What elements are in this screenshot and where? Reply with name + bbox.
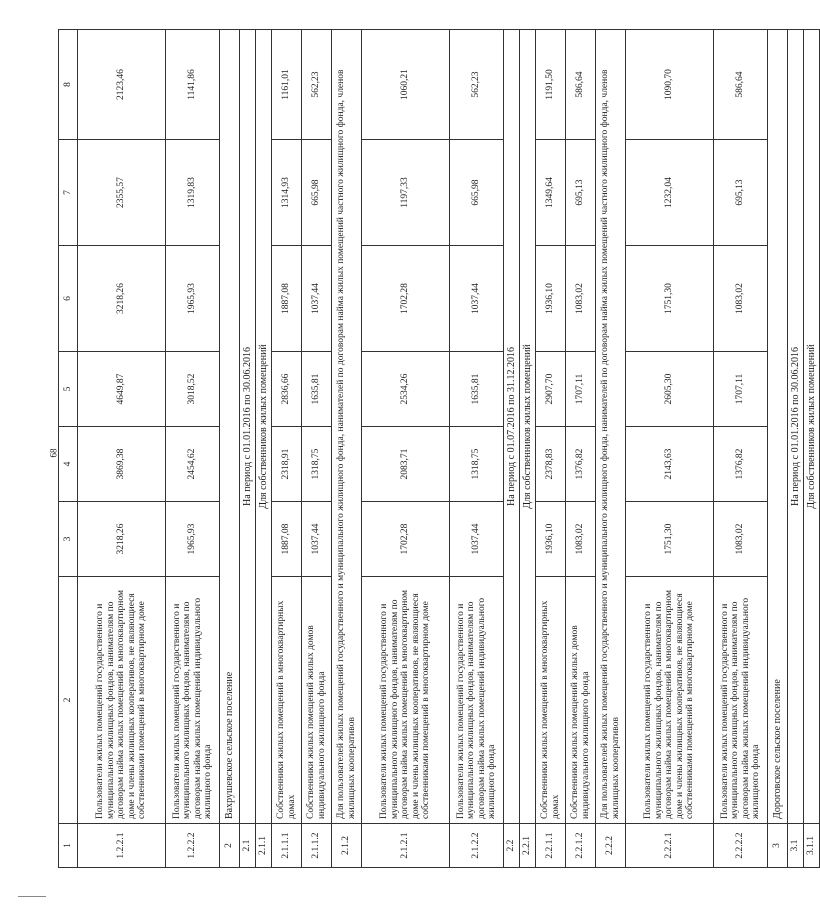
row-value: 2143,63 — [626, 427, 714, 502]
row-code: 2.2.1.2 — [566, 824, 596, 868]
row-value: 1702,28 — [362, 246, 450, 352]
row-value: 1965,93 — [166, 502, 220, 577]
row-value: 2907,70 — [536, 352, 566, 427]
table-row — [362, 30, 450, 868]
row-value: 1936,10 — [536, 502, 566, 577]
header-cell: 8 — [59, 30, 78, 140]
table-row — [256, 30, 272, 868]
row-code: 2.2.2.2 — [714, 824, 768, 868]
section-caption — [520, 30, 536, 824]
row-value: 1083,02 — [714, 246, 768, 352]
row-value: 1349,64 — [536, 140, 566, 246]
row-value: 1232,04 — [626, 140, 714, 246]
table-row — [332, 30, 362, 868]
row-code: 2.1.1 — [256, 824, 272, 868]
table-row — [596, 30, 626, 868]
row-value: 586,64 — [566, 30, 596, 140]
row-value: 1083,02 — [566, 246, 596, 352]
row-name: Собственники жилых помещений в многоквартирных домах — [272, 577, 302, 824]
row-value: 2605,30 — [626, 352, 714, 427]
section-caption — [256, 30, 272, 824]
row-value: 1751,30 — [626, 502, 714, 577]
rotated-page — [58, 30, 817, 868]
row-name: Пользователи жилых помещений государственного и муниципального жилищных фондов, нанимателям по договорам найма жилых помещений индивидуального жилищного фонда — [714, 577, 768, 824]
row-code: 3 — [768, 824, 788, 868]
row-value: 1376,82 — [714, 427, 768, 502]
row-code: 2.1.2.1 — [362, 824, 450, 868]
row-value: 1707,11 — [566, 352, 596, 427]
row-value: 1965,93 — [166, 246, 220, 352]
table-row — [626, 30, 714, 868]
row-value: 3018,52 — [166, 352, 220, 427]
row-value: 1318,75 — [450, 427, 504, 502]
row-code: 2.1.2.2 — [450, 824, 504, 868]
row-code: 3.1.1 — [804, 824, 820, 868]
row-value: 2355,57 — [78, 140, 166, 246]
table-row — [504, 30, 520, 868]
row-code: 3.1 — [788, 824, 804, 868]
row-value: 2318,91 — [272, 427, 302, 502]
row-name: Пользователи жилых помещений государственного и муниципального жилищного фондов, нанимателям по договорам найма жилых помещений в многоквартирном доме и члены жилищных кооперативов, не являющиеся собственниками помещений в многоквартирном доме — [362, 577, 450, 824]
header-cell: 7 — [59, 140, 78, 246]
row-name: Собственники жилых помещений жилых домов индивидуального жилищного фонда — [566, 577, 596, 824]
section-line: Для собственников жилых помещений — [806, 344, 817, 509]
row-name: Пользователи жилых помещений государственного и муниципального жилищных фондов, нанимателям по договорам найма жилых помещений индивидуального жилищного фонда — [450, 577, 504, 824]
section-caption — [504, 30, 520, 824]
row-code: 2 — [220, 824, 240, 868]
table-row — [240, 30, 256, 868]
row-value: 1141,86 — [166, 30, 220, 140]
header-cell: 6 — [59, 246, 78, 352]
section-line: На период с 01.07.2016 по 31.12.2016 — [506, 347, 517, 506]
row-value: 1197,33 — [362, 140, 450, 246]
row-value: 1635,81 — [450, 352, 504, 427]
table-row — [536, 30, 566, 868]
row-value: 1161,01 — [272, 30, 302, 140]
row-value: 1702,28 — [362, 502, 450, 577]
table-row — [520, 30, 536, 868]
section-line: На период с 01.01.2016 по 30.06.2016 — [242, 347, 253, 506]
row-code: 2.1.1.2 — [302, 824, 332, 868]
row-value: 1083,02 — [714, 502, 768, 577]
table-row — [788, 30, 804, 868]
row-value: 1191,50 — [536, 30, 566, 140]
row-value: 1037,44 — [450, 246, 504, 352]
row-value: 1376,82 — [566, 427, 596, 502]
header-cell: 1 — [59, 824, 78, 868]
row-code: 2.2 — [504, 824, 520, 868]
row-value: 2123,46 — [78, 30, 166, 140]
row-code: 2.2.2.1 — [626, 824, 714, 868]
header-cell: 3 — [59, 502, 78, 577]
row-name: Собственники жилых помещений жилых домов индивидуального жилищного фонда — [302, 577, 332, 824]
table-row — [272, 30, 302, 868]
table-row — [804, 30, 820, 868]
row-value: 586,64 — [714, 30, 768, 140]
row-value: 1060,21 — [362, 30, 450, 140]
row-value: 1635,81 — [302, 352, 332, 427]
row-value: 3218,26 — [78, 502, 166, 577]
row-value: 2454,62 — [166, 427, 220, 502]
table-row — [220, 30, 240, 868]
section-line: На период с 01.01.2016 по 30.06.2016 — [790, 347, 801, 506]
row-name: Пользователи жилых помещений государственного и муниципального жилищных фондов, нанимателям по договорам найма жилых помещений в многоквартирном доме и члены жилищных кооперативов, не являющиеся собственниками помещений в многоквартирном доме — [626, 577, 714, 824]
section-caption — [240, 30, 256, 824]
table-row — [78, 30, 166, 868]
row-value: 1037,44 — [302, 502, 332, 577]
header-cell: 2 — [59, 577, 78, 824]
table-row — [302, 30, 332, 868]
row-code: 2.2.1 — [520, 824, 536, 868]
table-row — [768, 30, 788, 868]
row-value: 2836,66 — [272, 352, 302, 427]
tariff-table — [58, 29, 820, 868]
row-code: 2.2.1.1 — [536, 824, 566, 868]
row-value: 2534,26 — [362, 352, 450, 427]
row-code: 2.1.2 — [332, 824, 362, 868]
table-row — [566, 30, 596, 868]
row-value: 1037,44 — [302, 246, 332, 352]
row-value: 695,13 — [566, 140, 596, 246]
row-value: 1318,75 — [302, 427, 332, 502]
row-code: 2.1.1.1 — [272, 824, 302, 868]
table-body — [59, 30, 820, 868]
row-value: 1936,10 — [536, 246, 566, 352]
row-value: 4649,87 — [78, 352, 166, 427]
section-caption — [804, 30, 820, 824]
row-value: 1707,11 — [714, 352, 768, 427]
row-value: 665,98 — [302, 140, 332, 246]
row-value: 1887,08 — [272, 246, 302, 352]
row-value: 695,13 — [714, 140, 768, 246]
row-code: 2.1 — [240, 824, 256, 868]
section-caption — [788, 30, 804, 824]
row-value: 2083,71 — [362, 427, 450, 502]
table-row — [166, 30, 220, 868]
header-row — [59, 30, 78, 868]
row-value: 1090,70 — [626, 30, 714, 140]
row-value: 1751,30 — [626, 246, 714, 352]
row-code: 2.2.2 — [596, 824, 626, 868]
group-caption: Для пользователей жилых помещений государственного и муниципального жилищного фонда, нанимателей по договорам найма жилых помещений частного жилищного фонда, членов жилищных кооперативов — [332, 30, 362, 824]
settlement-title: Дороговское сельское поселение — [768, 30, 788, 824]
row-value: 2378,83 — [536, 427, 566, 502]
row-value: 3869,38 — [78, 427, 166, 502]
row-code: 1.2.2.2 — [166, 824, 220, 868]
page-number: 68 — [48, 448, 59, 458]
group-caption: Для пользователей жилых помещений государственного и муниципального жилищного фонда, нанимателей по договорам найма жилых помещений частного жилищного фонда, членов жилищных кооперативов — [596, 30, 626, 824]
table-row — [450, 30, 504, 868]
header-cell: 4 — [59, 427, 78, 502]
row-value: 1319,83 — [166, 140, 220, 246]
row-name: Собственники жилых помещений в многоквартирных домах — [536, 577, 566, 824]
scan-mark — [18, 896, 46, 897]
row-value: 1314,93 — [272, 140, 302, 246]
header-cell: 5 — [59, 352, 78, 427]
row-value: 1083,02 — [566, 502, 596, 577]
table-row — [714, 30, 768, 868]
section-line: Для собственников жилых помещений — [522, 344, 533, 509]
row-value: 1037,44 — [450, 502, 504, 577]
row-value: 562,23 — [450, 30, 504, 140]
row-code: 1.2.2.1 — [78, 824, 166, 868]
section-line: Для собственников жилых помещений — [258, 344, 269, 509]
row-value: 562,23 — [302, 30, 332, 140]
row-value: 3218,26 — [78, 246, 166, 352]
row-value: 1887,08 — [272, 502, 302, 577]
row-name: Пользователи жилых помещений государственного и муниципального жилищных фондов, нанимателям по договорам найма жилых помещений в многоквартирном доме и члены жилищных кооперативов, не являющиеся собственниками помещений в многоквартирном доме — [78, 577, 166, 824]
settlement-title: Вахрушевское сельское поселение — [220, 30, 240, 824]
row-name: Пользователи жилых помещений государственного и муниципального жилищных фондов, нанимателям по договорам найма жилых помещений индивидуального жилищного фонда — [166, 577, 220, 824]
row-value: 665,98 — [450, 140, 504, 246]
